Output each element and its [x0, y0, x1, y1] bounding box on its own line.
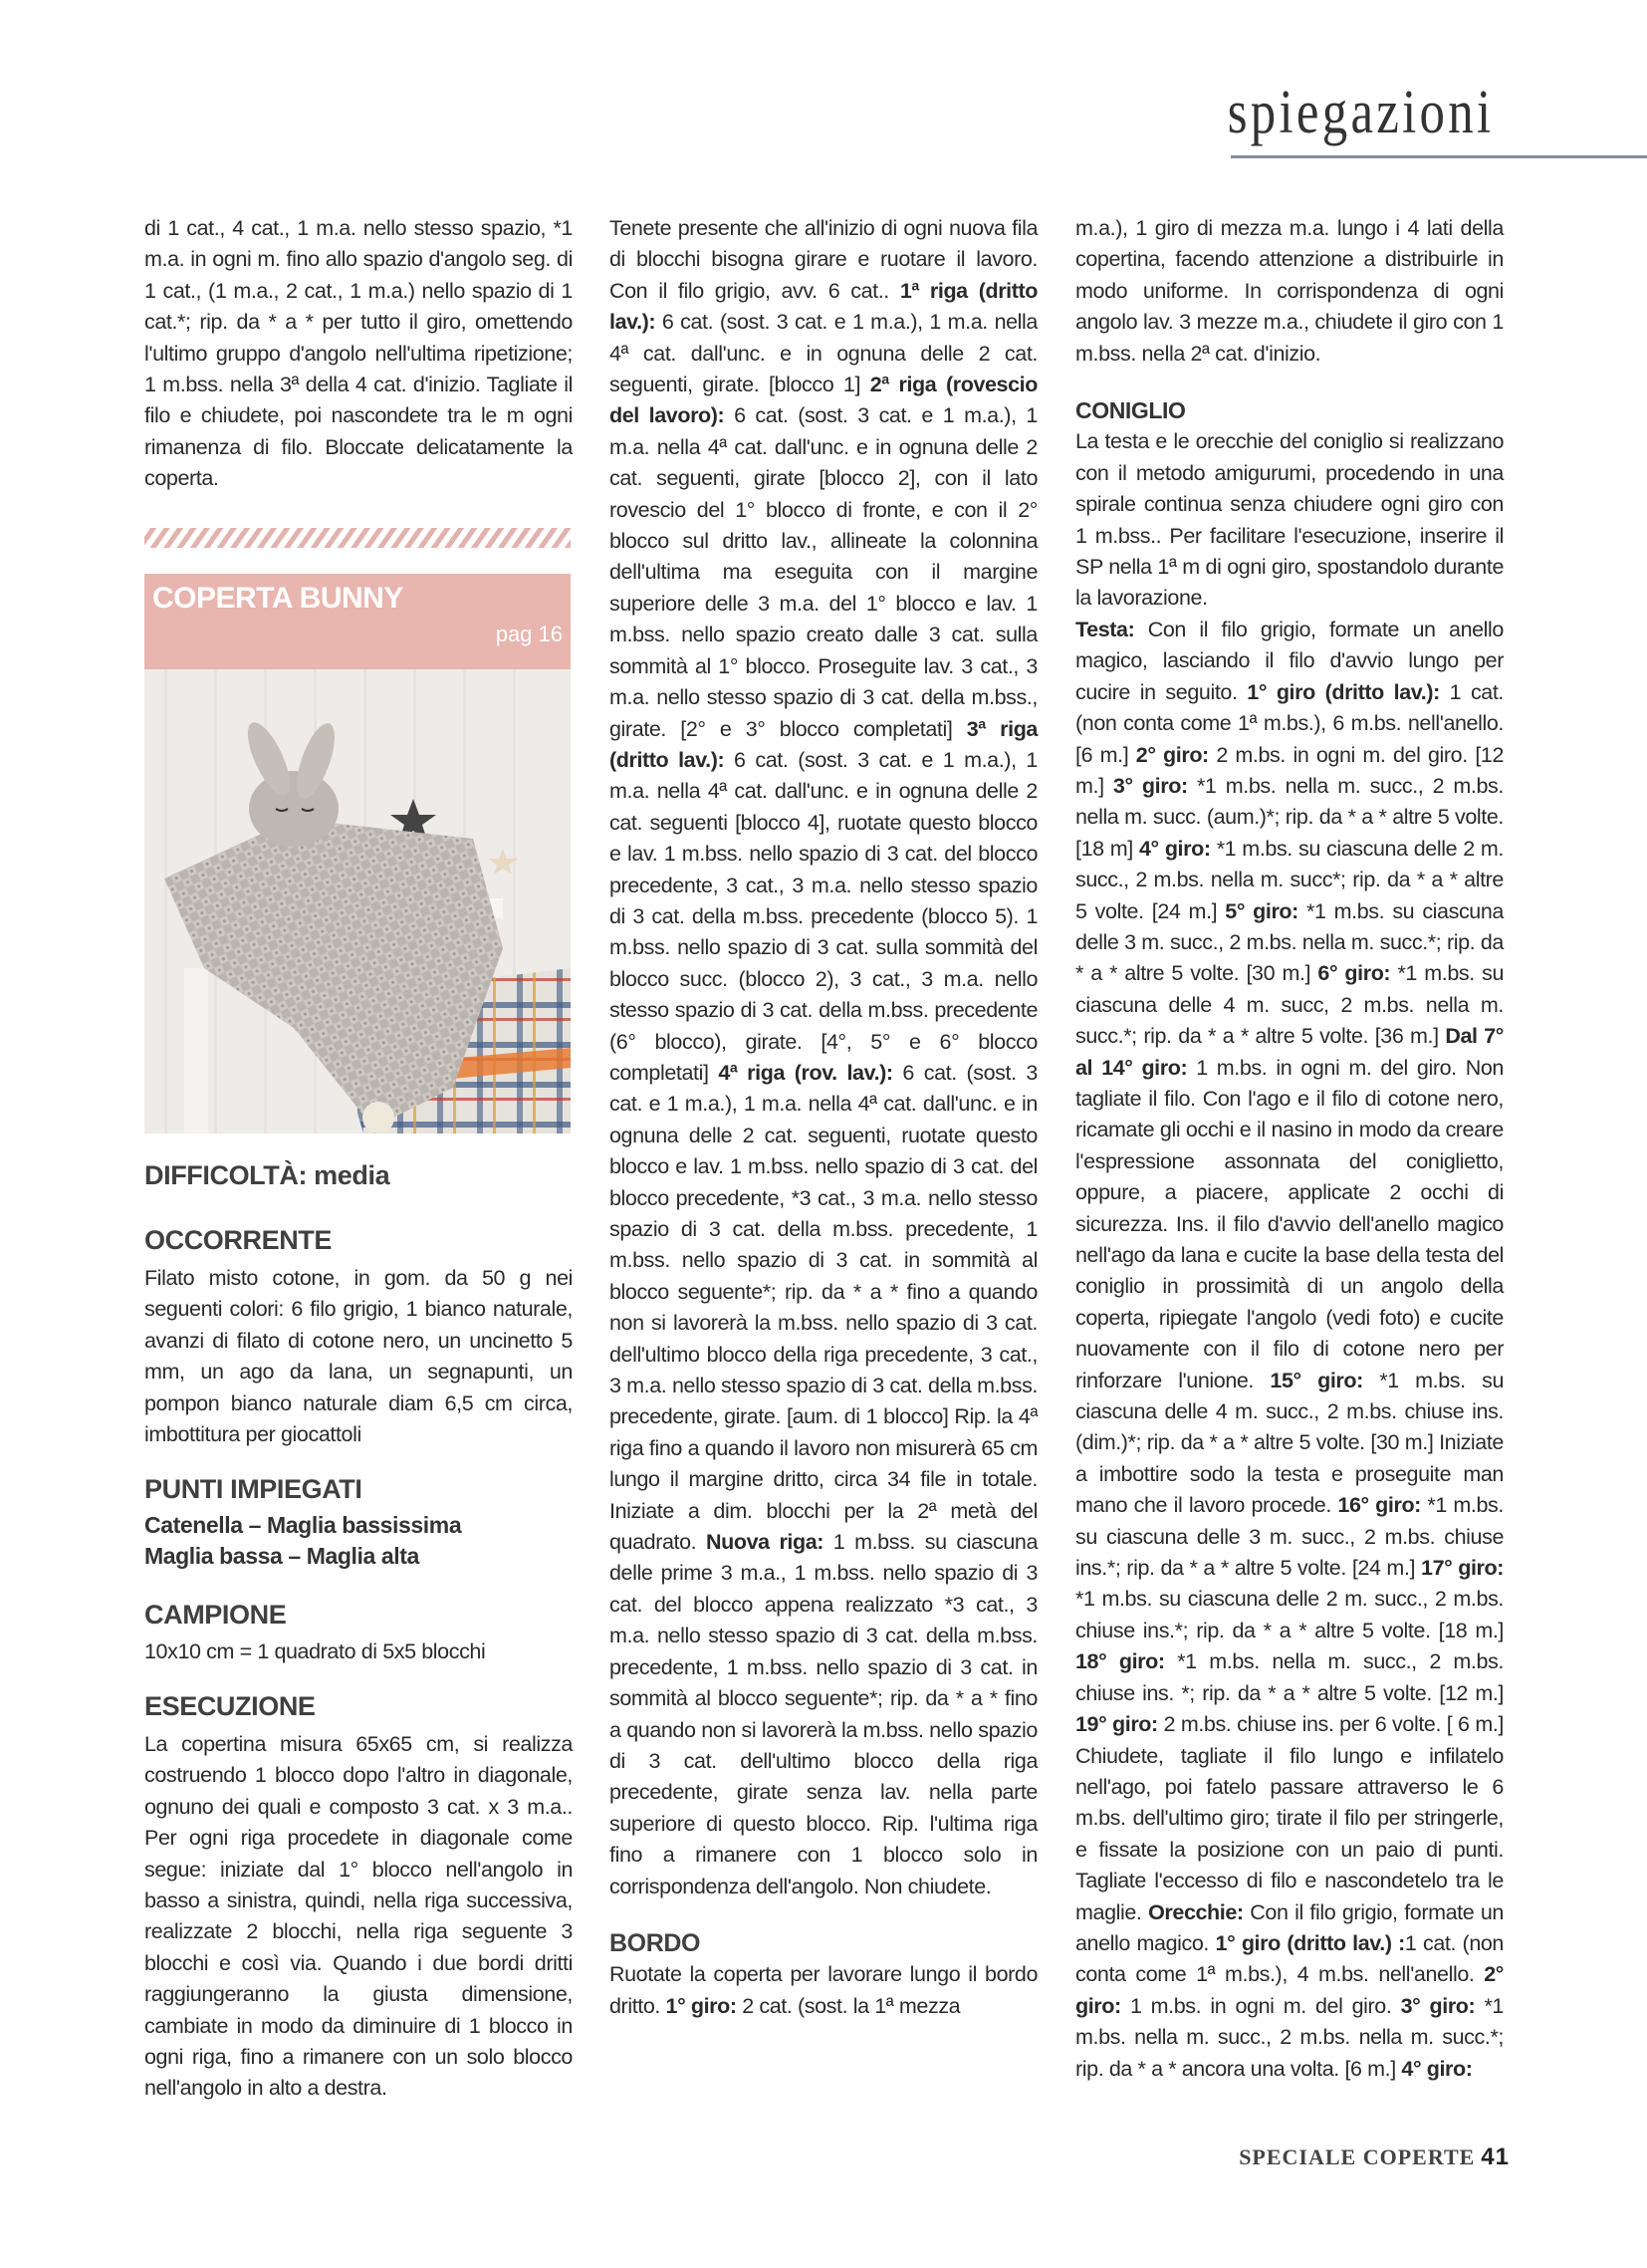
difficulty-heading: DIFFICOLTÀ: media [144, 1160, 390, 1190]
occorrente-text [144, 1263, 573, 1450]
text-run: Con il filo grigio, formate un anello magico. [1075, 1899, 1504, 1955]
row-label: 2° giro: [1075, 1962, 1504, 2018]
text-run: *1 m.bs. su ciascuna delle 2 m. succ., 2 m.bs. nella m. succ*; rip. da * a * altre 5 volte. [24 m.] [1075, 836, 1504, 923]
row-label: Testa: [1075, 617, 1135, 641]
row-label: 2ª riga (rovescio del lavoro): [609, 373, 1038, 428]
text-run: *1 m.bs. su ciascuna delle 3 m. succ., 2 m.bs. nella m. succ.*; rip. da * a * altre 5 volte. [30 m.] [1075, 898, 1504, 986]
row-label: 1° giro (dritto lav.): [1247, 679, 1440, 704]
text-run: 1 cat. (non conta come 1ª m.bs.), 6 m.bs. nell'anello. [6 m.] [1075, 679, 1504, 767]
campione-text [144, 1637, 573, 1667]
row-label: 1ª riga (dritto lav.): [609, 278, 1038, 335]
hatch-divider [144, 528, 571, 548]
bordo-paragraph [609, 1959, 1038, 2022]
punti-line-1: Catenella – Maglia bassissima [144, 1512, 462, 1538]
header-rule [1231, 155, 1647, 158]
row-label: Nuova riga: [706, 1530, 824, 1555]
text-run: *1 m.bs. nella m. succ., 2 m.bs. nella m. succ. (aum.)*; rip. da * a * altre 5 volte. [18 m] [1075, 773, 1504, 861]
row-label: 19° giro: [1075, 1712, 1158, 1737]
occorrente-paragraph: Filato misto cotone, in gom. da 50 g nei seguenti colori: 6 filo grigio, 1 bianco naturale, avanzi di filato di cotone nero, un uncinetto 5 mm, un ago da lana, un segnapunti, un pompon bianco naturale diam 6,5 cm circa, imbottitura per giocattoli [144, 1266, 573, 1447]
punti-heading: PUNTI IMPIEGATI [144, 1474, 362, 1504]
text-run: *1 m.bs. su ciascuna delle 4 m. succ., 2 m.bs. chiuse ins. (dim.)*; rip. da * a * altre 5 volte. [30 m.] Iniziate a imbottire sodo la testa e proseguite man mano che il lavoro procede. [1075, 1368, 1504, 1518]
blanket-photo-illustration [144, 669, 571, 1134]
esecuzione-text [144, 1729, 573, 2105]
row-label: 5° giro: [1225, 898, 1298, 923]
text-run: 1 m.bs. in ogni m. del giro. [1120, 1993, 1401, 2018]
page-reference: pag 16 [495, 622, 563, 646]
punti-list [144, 1510, 573, 1573]
row-label: 2° giro: [1135, 742, 1209, 767]
row-label: 3° giro: [1112, 773, 1188, 798]
row-label: 3ª riga (dritto lav.): [609, 716, 1038, 772]
row-label: 4° giro: [1138, 836, 1211, 861]
row-label: 4ª riga (rov. lav.): [718, 1060, 893, 1085]
text-run: *1 m.bs. su ciascuna delle 4 m. succ, 2 m.bs. nella m. succ.*; rip. da * a * altre 5 volte. [36 m.] [1075, 961, 1504, 1049]
text-run: 1 cat. (non conta come 1ª m.bs.), 4 m.bs. nell'anello. [1075, 1930, 1504, 1987]
page-footer [1239, 2143, 1510, 2171]
text-run: 6 cat. (sost. 3 cat. e 1 m.a.), 1 m.a. nella 4ª cat. dall'unc. e in ognuna delle 2 cat. seguenti [blocco 4], ruotate questo blocco e lav. 1 m.bss. nello spazio di 3 cat. del blocco precedente, 3 cat., 3 m.a. nello stesso spazio di 3 cat. della m.bss. precedente (blocco 5). 1 m.bss. nello spazio di 3 cat. sulla sommità del blocco succ. (blocco 2), 3 cat., 3 m.a. nello stesso spazio di 3 cat. della m.bss. precedente (6° blocco), girate. [4°, 5° e 6° blocco completati] [609, 747, 1038, 1085]
section-title: spiegazioni [1227, 79, 1494, 146]
occorrente-heading: OCCORRENTE [144, 1225, 333, 1255]
text-run: *1 m.bs. nella m. succ., 2 m.bs. chiuse ins. *; rip. da * a * altre 5 volte. [12 m.] [1075, 1649, 1504, 1705]
text-run: *1 m.bs. su ciascuna delle 3 m. succ., 2 m.bs. chiuse ins.*; rip. da * a * altre 5 volte. [24 m.] [1075, 1493, 1504, 1581]
campione-paragraph: 10x10 cm = 1 quadrato di 5x5 blocchi [144, 1639, 486, 1663]
text-run: 2 m.bs. in ogni m. del giro. [12 m.] [1075, 742, 1505, 798]
text-run: *1 m.bs. nella m. succ., 2 m.bs. nella m. succ.*; rip. da * a * ancora una volta. [6 m.] [1075, 1993, 1504, 2081]
row-label: 6° giro: [1317, 961, 1391, 986]
column-3-intro: m.a.), 1 giro di mezza m.a. lungo i 4 lati della copertina, facendo attenzione a distribuirle in modo uniforme. In corrispondenza di ogni angolo lav. 3 mezze m.a., chiudete il giro con 1 m.bss. nella 2ª cat. d'inizio. [1075, 216, 1504, 366]
row-label: 1° giro: [665, 1993, 737, 2018]
row-label: 16° giro: [1337, 1493, 1421, 1518]
page-number: 41 [1481, 2143, 1510, 2170]
row-label: Orecchie: [1148, 1899, 1244, 1924]
column-2 [609, 213, 1038, 2022]
column-3 [1075, 213, 1504, 2085]
row-label: 17° giro: [1421, 1556, 1505, 1581]
text-run: 6 cat. (sost. 3 cat. e 1 m.a.), 1 m.a. nella 4ª cat. dall'unc. e in ognuna delle 2 cat. seguenti, girate [blocco 2], con il lato rovescio del 1° blocco di fronte, e con il 2° blocco sul dritto lav., allineate la colonnina dell'ultima ma eseguita con il margine superiore delle 3 m.a. del 1° blocco e lav. 1 m.bss. nello spazio creato dalle 3 cat. sulla sommità al 1° blocco. Proseguite lav. 3 cat., 3 m.a. nello stesso spazio di 3 cat. della m.bss., girate. [2° e 3° blocco completati] [609, 403, 1038, 741]
punti-line-2: Maglia bassa – Maglia alta [144, 1543, 419, 1570]
text-run: 2 cat. (sost. la 1ª mezza [736, 1993, 961, 2018]
pattern-title-box [144, 574, 571, 669]
pattern-title: COPERTA BUNNY [152, 582, 403, 615]
row-label: 3° giro: [1400, 1993, 1476, 2018]
text-run: Con il filo grigio, formate un anello magico, lasciando il filo d'avvio lungo per cucire in seguito. [1075, 617, 1504, 704]
esecuzione-paragraph: La copertina misura 65x65 cm, si realizza costruendo 1 blocco dopo l'altro in diagonale, ognuno dei quali e composto 3 cat. x 3 m.a.. Per ogni riga procedete in diagonale come segue: iniziate dal 1° blocco nell'angolo in basso a sinistra, quindi, nella riga successiva, realizzate 2 blocchi, nella riga seguente 3 blocchi e così via. Quando i due bordi dritti raggiungeranno la giusta dimensione, cambiate in modo da diminuire di 1 blocco in ogni riga, fino a rimanere con un solo blocco nell'angolo in alto a destra. [144, 1732, 573, 2101]
text-run: 2 m.bs. chiuse ins. per 6 volte. [ 6 m.] Chiudete, tagliate il filo lungo e infilatelo nell'ago, poi fatelo passare attraverso le 6 m.bs. dell'ultimo giro; tirate il filo per stringerle, e fissate la posizione con un paio di punti. Tagliate l'eccesso di filo e nascondetelo tra le maglie. [1075, 1712, 1504, 1924]
text-run: Ruotate la coperta per lavorare lungo il bordo dritto. [609, 1962, 1038, 2018]
text-run: 1 m.bs. in ogni m. del giro. Non tagliate il filo. Con l'ago e il filo di cotone nero, ricamate gli occhi e il nasino in modo da creare l'espressione assonnata del coniglietto, oppure, a piacere, applicate 2 occhi di sicurezza. Ins. il filo d'avvio dell'anello magico nell'ago da lana e cucite la base della testa del coniglio in prossimità di un angolo della coperta, ripiegate l'angolo (vedi foto) e cucite nuovamente con il filo di cotone nero per rinforzare l'unione. [1075, 1055, 1504, 1392]
row-label: 18° giro: [1075, 1649, 1165, 1674]
column-2-paragraph [609, 213, 1038, 1902]
row-label: 4° giro: [1401, 2056, 1473, 2081]
column-1 [144, 213, 573, 495]
text-run: 6 cat. (sost. 3 cat. e 1 m.a.), 1 m.a. nella 4ª cat. dall'unc. e in ognuna delle 2 cat. seguenti, ruotate questo blocco e lav. 1 m.bss. nello spazio di 3 cat. del blocco precedente, *3 cat., 3 m.a. nello stesso spazio di 3 cat. della m.bss. precedente, 1 m.bss. nello spazio di 3 cat. in sommità al blocco seguente*; rip. da * a * fino a quando non si lavorerà la m.bss. nello spazio di 3 cat. dell'ultimo blocco della riga precedente, 3 cat., 3 m.a. nello stesso spazio di 3 cat. della m.bss. precedente, girate. [aum. di 1 blocco] Rip. la 4ª riga fino a quando il lavoro non misurerà 65 cm lungo il margine dritto, circa 34 file in totale. Iniziate a dim. blocchi per la 2ª metà del quadrato. [609, 1060, 1038, 1555]
coniglio-heading: CONIGLIO [1075, 397, 1186, 424]
magazine-name: SPECIALE COPERTE [1239, 2144, 1476, 2169]
coniglio-paragraph: La testa e le orecchie del coniglio si realizzano con il metodo amigurumi, procedendo in una spirale continua senza chiudere ogni giro con 1 m.bss.. Per facilitare l'esecuzione, inserire il SP nella 1ª m di ogni giro, spostandolo durante la lavorazione. [1075, 429, 1504, 611]
row-label: Dal 7° al 14° giro: [1075, 1024, 1504, 1080]
row-label: 1° giro (dritto lav.) : [1215, 1930, 1405, 1955]
text-run: 6 cat. (sost. 3 cat. e 1 m.a.), 1 m.a. nella 4ª cat. dall'unc. e in ognuna delle 2 cat. seguenti, girate. [blocco 1] [609, 310, 1038, 397]
text-run: Tenete presente che all'inizio di ogni nuova fila di blocchi bisogna girare e ruotare il lavoro. Con il filo grigio, avv. 6 cat.. [609, 216, 1038, 303]
esecuzione-heading: ESECUZIONE [144, 1691, 316, 1721]
campione-heading: CAMPIONE [144, 1600, 287, 1630]
row-label: 15° giro: [1270, 1368, 1363, 1392]
product-photo [144, 669, 571, 1134]
testa-paragraph [1075, 615, 1504, 2085]
text-run: 1 m.bss. su ciascuna delle prime 3 m.a., 1 m.bss. nello spazio di 3 cat. del blocco appena realizzato *3 cat., 3 m.a. nello stesso spazio di 3 cat. della m.bss. precedente, 1 m.bss. nello spazio di 3 cat. in sommità al blocco seguente*; rip. da * a * fino a quando non si lavorerà la m.bss. nello spazio di 3 cat. dell'ultimo blocco della riga precedente, girate senza lav. nella parte superiore di questo blocco. Rip. l'ultima riga fino a rimanere con 1 blocco solo in corrispondenza dell'angolo. Non chiudete. [609, 1530, 1039, 1898]
intro-paragraph: di 1 cat., 4 cat., 1 m.a. nello stesso spazio, *1 m.a. in ogni m. fino allo spazio d'angolo seg. di 1 cat., (1 m.a., 2 cat., 1 m.a.) nello spazio di 1 cat.*; rip. da * a * per tutto il giro, omettendo l'ultimo gruppo d'angolo nell'ultima ripetizione; 1 m.bss. nella 3ª della 4 cat. d'inizio. Tagliate il filo e chiudete, poi nascondete tra le m ogni rimanenza di filo. Bloccate delicatamente la coperta. [144, 216, 573, 491]
text-run: *1 m.bs. su ciascuna delle 2 m. succ., 2 m.bs. chiuse ins.*; rip. da * a * altre 5 volte. [18 m.] [1075, 1587, 1504, 1642]
bordo-heading: BORDO [609, 1928, 701, 1957]
